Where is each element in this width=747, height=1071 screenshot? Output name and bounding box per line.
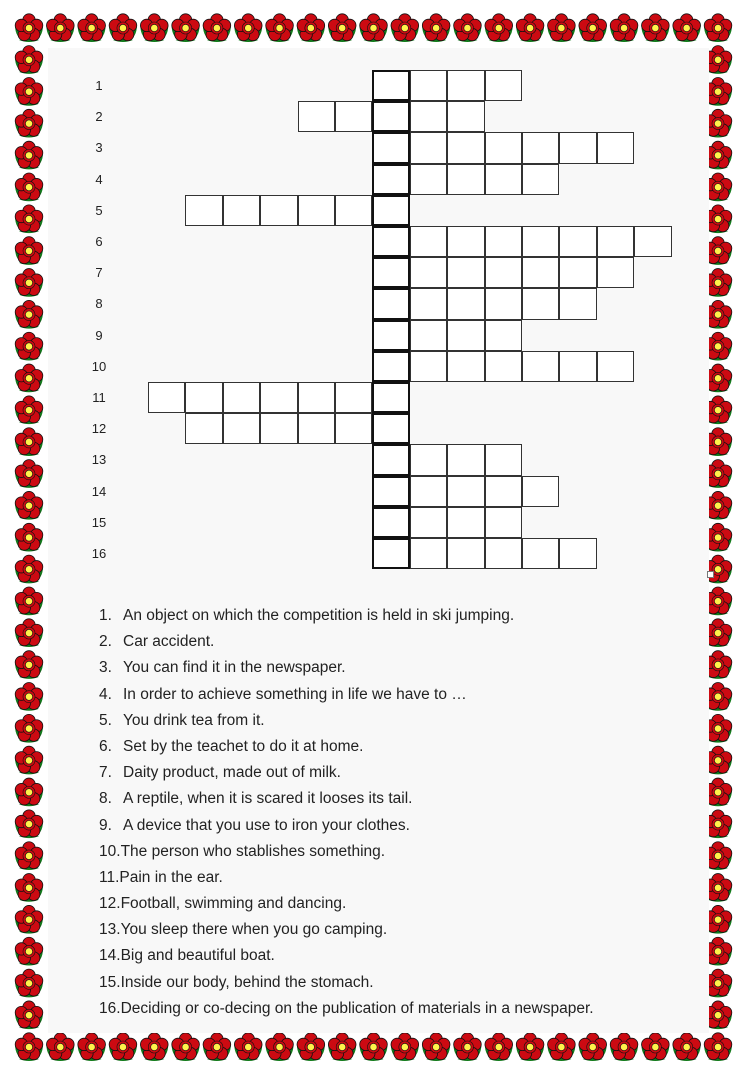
crossword-cell[interactable] [447,444,484,475]
crossword-cell[interactable] [410,351,447,382]
crossword-cell[interactable] [447,320,484,351]
clue-text: The person who stablishes something. [120,842,386,860]
clue-number: 3. [99,659,112,677]
key-column-cell[interactable] [372,382,409,413]
red-flower-icon [547,1033,575,1061]
crossword-cell[interactable] [522,257,559,288]
crossword-cell[interactable] [485,351,522,382]
crossword-cell[interactable] [485,226,522,257]
crossword-cell[interactable] [223,195,260,226]
red-flower-icon [266,1033,294,1061]
crossword-cell[interactable] [559,226,596,257]
clue-number: 7. [99,764,112,782]
clue-text: A device that you use to iron your clothes. [123,816,410,834]
crossword-cell[interactable] [260,413,297,444]
crossword-cell[interactable] [298,413,335,444]
row-number: 5 [95,202,103,218]
crossword-cell[interactable] [410,257,447,288]
red-flower-icon [704,1033,732,1061]
clue-item [99,760,594,786]
clue-number: 2. [99,633,112,651]
row-number: 16 [91,546,107,561]
crossword-cell[interactable] [597,226,634,257]
red-flower-icon [297,1033,325,1061]
red-flower-icon [610,1033,638,1061]
red-flower-icon [516,1033,544,1061]
clue-text: In order to achieve something in life we have to … [123,685,467,703]
crossword-cell[interactable] [447,101,484,132]
crossword-cell[interactable] [559,538,596,569]
clue-number: 5. [99,711,112,729]
crossword-cell[interactable] [298,382,335,413]
crossword-cell[interactable] [410,101,447,132]
crossword-cell[interactable] [597,257,634,288]
clue-item [99,786,594,812]
clue-item [99,839,594,865]
red-flower-icon [15,874,43,902]
clue-text: Football, swimming and dancing. [120,895,347,913]
crossword-cell[interactable] [485,288,522,319]
red-flower-icon [109,1033,137,1061]
clue-item [99,734,594,760]
clue-text: Pain in the ear. [119,868,223,886]
red-flower-icon [15,937,43,965]
crossword-cell[interactable] [410,320,447,351]
crossword-cell[interactable] [559,132,596,163]
clue-number: 14. [99,947,121,965]
crossword-cell[interactable] [185,413,222,444]
red-flower-icon [328,1033,356,1061]
clue-number: 16. [99,999,121,1017]
clue-text: Daity product, made out of milk. [123,764,341,782]
clue-number: 8. [99,790,112,808]
crossword-cell[interactable] [485,70,522,101]
crossword-cell[interactable] [410,476,447,507]
crossword-cell[interactable] [522,164,559,195]
crossword-cell[interactable] [148,382,185,413]
red-flower-icon [15,1001,43,1029]
clue-number: 1. [99,607,112,624]
clue-item [99,917,594,943]
crossword-cell[interactable] [447,476,484,507]
crossword-cell[interactable] [485,164,522,195]
crossword-cell[interactable] [447,226,484,257]
crossword-cell[interactable] [522,132,559,163]
row-number: 9 [95,327,103,343]
red-flower-icon [234,1033,262,1061]
clue-number: 13. [99,921,121,939]
crossword-cell[interactable] [485,257,522,288]
clue-item [99,682,594,708]
crossword-cell[interactable] [447,288,484,319]
red-flower-icon [15,746,43,774]
crossword-cell[interactable] [447,132,484,163]
red-flower-icon [78,1033,106,1061]
crossword-cell[interactable] [634,226,671,257]
red-flower-icon [15,714,43,742]
key-column-cell[interactable] [372,476,409,507]
crossword-cell[interactable] [522,226,559,257]
row-number: 11 [92,390,106,405]
crossword-cell[interactable] [447,351,484,382]
red-flower-icon [203,1033,231,1061]
red-flower-icon [172,1033,200,1061]
crossword-cell[interactable] [485,538,522,569]
resize-handle[interactable] [707,571,714,578]
red-flower-icon [15,651,43,679]
key-column-cell[interactable] [372,538,409,569]
clue-text: Car accident. [123,633,215,651]
crossword-cell[interactable] [298,195,335,226]
row-number: 1 [95,78,103,93]
crossword-cell[interactable] [485,132,522,163]
clue-text: Inside our body, behind the stomach. [120,973,374,991]
clue-item [99,708,594,734]
key-column-cell[interactable] [372,132,409,163]
crossword-cell[interactable] [410,70,447,101]
clue-text: Deciding or co-decing on the publication of materials in a newspaper. [120,999,594,1017]
key-column-cell[interactable] [372,444,409,475]
crossword-cell[interactable] [522,538,559,569]
key-column-cell[interactable] [372,70,409,101]
crossword-cell[interactable] [410,164,447,195]
clue-number: 15. [99,973,121,991]
crossword-cell[interactable] [335,101,372,132]
clue-text: You drink tea from it. [123,711,265,729]
row-number: 15 [91,514,107,530]
red-flower-icon [140,1033,168,1061]
red-flower-icon [641,1033,669,1061]
crossword-cell[interactable] [335,195,372,226]
red-flower-icon [15,842,43,870]
crossword-cell[interactable] [410,507,447,538]
clue-text: A reptile, when it is scared it looses its tail. [123,790,413,808]
red-flower-icon [15,810,43,838]
red-flower-icon [15,969,43,997]
red-flower-icon [15,683,43,711]
key-column-cell[interactable] [372,288,409,319]
red-flower-icon [360,1033,388,1061]
red-flower-icon [15,778,43,806]
red-flower-icon [453,1033,481,1061]
key-column-cell[interactable] [372,507,409,538]
clue-text: Big and beautiful boat. [120,947,275,965]
crossword-cell[interactable] [410,444,447,475]
crossword-cell[interactable] [260,382,297,413]
key-column-cell[interactable] [372,413,409,444]
crossword-cell[interactable] [185,382,222,413]
clue-item [99,865,594,891]
clue-item [99,943,594,969]
clue-text: You sleep there when you go camping. [120,921,388,939]
crossword-cell[interactable] [447,70,484,101]
key-column-cell[interactable] [372,257,409,288]
key-column-cell[interactable] [372,351,409,382]
clue-number: 10. [99,842,121,860]
clue-number: 9. [99,816,112,834]
clue-item [99,996,594,1022]
red-flower-icon [15,1033,43,1061]
clue-item [99,813,594,839]
crossword-cell[interactable] [597,351,634,382]
crossword-cell[interactable] [559,351,596,382]
red-flower-icon [422,1033,450,1061]
clue-text: You can find it in the newspaper. [123,659,346,677]
row-number: 14 [91,483,107,499]
red-flower-icon [485,1033,513,1061]
crossword-cell[interactable] [335,382,372,413]
row-number: 8 [95,296,103,312]
red-flower-icon [579,1033,607,1061]
crossword-cell[interactable] [447,538,484,569]
key-column-cell[interactable] [372,164,409,195]
red-flower-icon [391,1033,419,1061]
row-number: 10 [91,358,107,374]
crossword-cell[interactable] [559,257,596,288]
crossword-cell[interactable] [260,195,297,226]
crossword-cell[interactable] [410,226,447,257]
row-number: 6 [95,234,103,249]
crossword-cell[interactable] [522,476,559,507]
crossword-cell[interactable] [447,257,484,288]
clue-number: 4. [99,685,112,703]
crossword-cell[interactable] [485,444,522,475]
clue-item [99,655,594,681]
crossword-cell[interactable] [522,288,559,319]
crossword-cell[interactable] [447,164,484,195]
key-column-cell[interactable] [372,226,409,257]
clue-item [99,629,594,655]
crossword-cell[interactable] [559,288,596,319]
clue-number: 12. [99,895,121,913]
crossword-cell[interactable] [185,195,222,226]
crossword-cell[interactable] [410,288,447,319]
red-flower-icon [673,1033,701,1061]
row-number: 4 [95,171,103,187]
crossword-cell[interactable] [335,413,372,444]
clue-list [99,603,594,1022]
clue-number: 11. [99,868,120,886]
crossword-cell[interactable] [485,507,522,538]
row-number: 13 [91,452,107,468]
key-column-cell[interactable] [372,101,409,132]
crossword-cell[interactable] [447,507,484,538]
red-flower-icon [15,587,43,615]
crossword-cell[interactable] [522,351,559,382]
key-column-cell[interactable] [372,195,409,226]
crossword-cell[interactable] [223,382,260,413]
crossword-cell[interactable] [223,413,260,444]
crossword-cell[interactable] [410,132,447,163]
row-number: 3 [95,140,103,156]
clue-item [99,970,594,996]
crossword-cell[interactable] [597,132,634,163]
red-flower-icon [15,905,43,933]
crossword-cell[interactable] [298,101,335,132]
crossword-cell[interactable] [485,476,522,507]
crossword-cell[interactable] [410,538,447,569]
clue-item [99,603,594,629]
red-flower-icon [46,1033,74,1061]
row-number: 12 [91,421,107,437]
crossword-cell[interactable] [485,320,522,351]
row-number: 2 [95,109,103,125]
clue-text: Set by the teachet to do it at home. [123,737,364,755]
key-column-cell[interactable] [372,320,409,351]
row-number: 7 [95,265,103,281]
red-flower-icon [15,619,43,647]
clue-item [99,891,594,917]
clue-number: 6. [99,737,112,755]
clue-text: An object on which the competition is held in ski jumping. [123,607,515,624]
